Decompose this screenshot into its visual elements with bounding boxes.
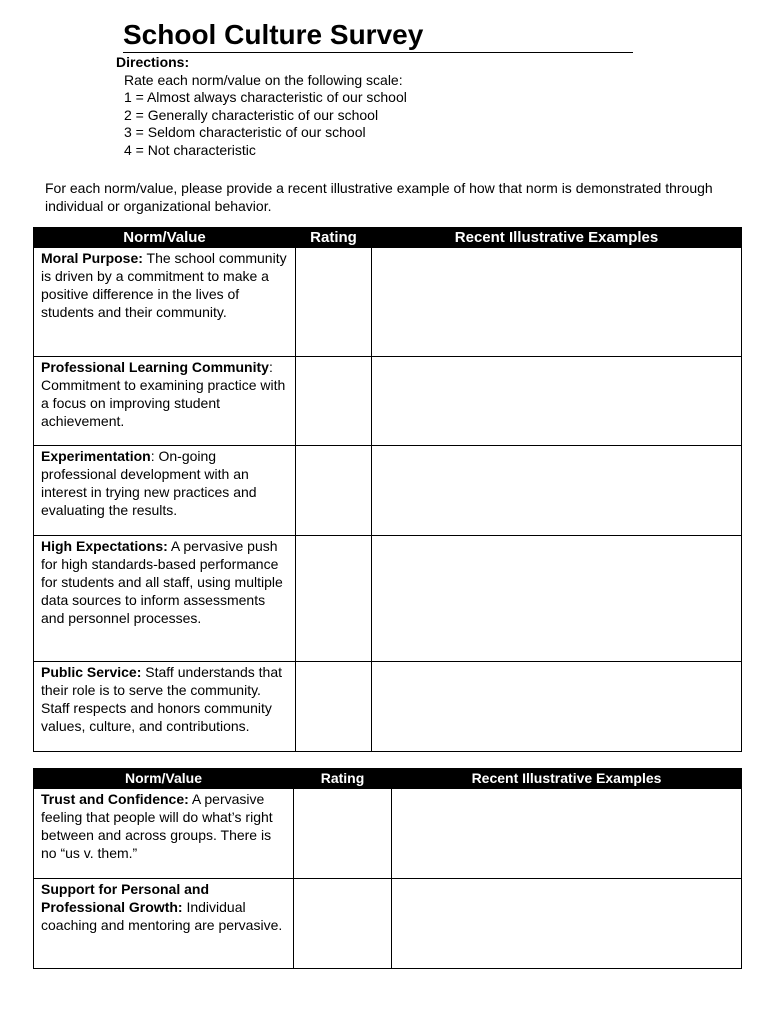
- title-underline: [123, 18, 633, 53]
- norm-description: : Commitment to examining practice with a focus on improving student achievement.: [41, 359, 286, 429]
- norm-name: Experimentation: [41, 448, 151, 464]
- scale-item-4: 4 = Not characteristic: [124, 141, 256, 158]
- norm-description: Staff understands that their role is to serve the community. Staff respects and honors community values, culture, and contributions.: [41, 664, 283, 734]
- norm-description: : On-going professional development with an interest in trying new practices and evaluating the results.: [41, 448, 257, 518]
- header-rating: Rating: [296, 228, 372, 248]
- directions-block: [116, 54, 407, 160]
- survey-table-1: [33, 227, 742, 752]
- directions-line: Rate each norm/value on the following scale:: [124, 71, 403, 88]
- table-row: [34, 357, 742, 446]
- examples-cell[interactable]: [372, 662, 742, 752]
- rating-cell[interactable]: [296, 536, 372, 662]
- directions-label: Directions:: [116, 54, 190, 70]
- norm-description: The school community is driven by a commitment to make a positive difference in the lives of students and their community.: [41, 250, 287, 320]
- norm-name: Trust and Confidence:: [41, 791, 189, 807]
- examples-cell[interactable]: [392, 789, 742, 879]
- scale-item-1: 1 = Almost always characteristic of our school: [124, 89, 407, 106]
- table-row: [34, 879, 742, 969]
- header-examples: Recent Illustrative Examples: [372, 228, 742, 248]
- norm-name: Support for Personal and Professional Growth:: [41, 881, 210, 915]
- norm-cell: [34, 789, 294, 879]
- rating-cell[interactable]: [296, 662, 372, 752]
- norm-name: Moral Purpose:: [41, 250, 143, 266]
- rating-cell[interactable]: [294, 789, 392, 879]
- norm-cell: [34, 248, 296, 357]
- rating-cell[interactable]: [296, 248, 372, 357]
- examples-cell[interactable]: [392, 879, 742, 969]
- norm-cell: [34, 357, 296, 446]
- table-row: [34, 789, 742, 879]
- table-row: [34, 446, 742, 536]
- rating-cell[interactable]: [294, 879, 392, 969]
- norm-cell: [34, 662, 296, 752]
- scale-item-3: 3 = Seldom characteristic of our school: [124, 124, 366, 141]
- examples-cell[interactable]: [372, 357, 742, 446]
- examples-cell[interactable]: [372, 248, 742, 357]
- table-header-row: [34, 769, 742, 789]
- norm-cell: [34, 446, 296, 536]
- norm-cell: [34, 536, 296, 662]
- header-norm-value: Norm/Value: [34, 228, 296, 248]
- survey-table-2: [33, 768, 742, 969]
- rating-cell[interactable]: [296, 446, 372, 536]
- norm-name: Public Service:: [41, 664, 142, 680]
- norm-description: A pervasive push for high standards-based performance for students and all staff, using multiple data sources to inform assessments and personnel processes.: [41, 538, 283, 626]
- table-row: [34, 248, 742, 357]
- norm-name: High Expectations:: [41, 538, 168, 554]
- examples-cell[interactable]: [372, 446, 742, 536]
- header-rating: Rating: [294, 769, 392, 789]
- rating-cell[interactable]: [296, 357, 372, 446]
- norm-cell: [34, 879, 294, 969]
- scale-item-2: 2 = Generally characteristic of our school: [124, 106, 379, 123]
- table-row: [34, 536, 742, 662]
- table-header-row: [34, 228, 742, 248]
- norm-description: A pervasive feeling that people will do what’s right between and across groups. There is no “us v. them.”: [41, 791, 273, 861]
- page-title: School Culture Survey: [123, 19, 424, 50]
- header-examples: Recent Illustrative Examples: [392, 769, 742, 789]
- examples-cell[interactable]: [372, 536, 742, 662]
- header-norm-value: Norm/Value: [34, 769, 294, 789]
- table-row: [34, 662, 742, 752]
- norm-description: Individual coaching and mentoring are pervasive.: [41, 899, 283, 933]
- instructions-text: For each norm/value, please provide a recent illustrative example of how that norm is demonstrated through individual or organizational behavior.: [45, 180, 713, 214]
- norm-name: Professional Learning Community: [41, 359, 269, 375]
